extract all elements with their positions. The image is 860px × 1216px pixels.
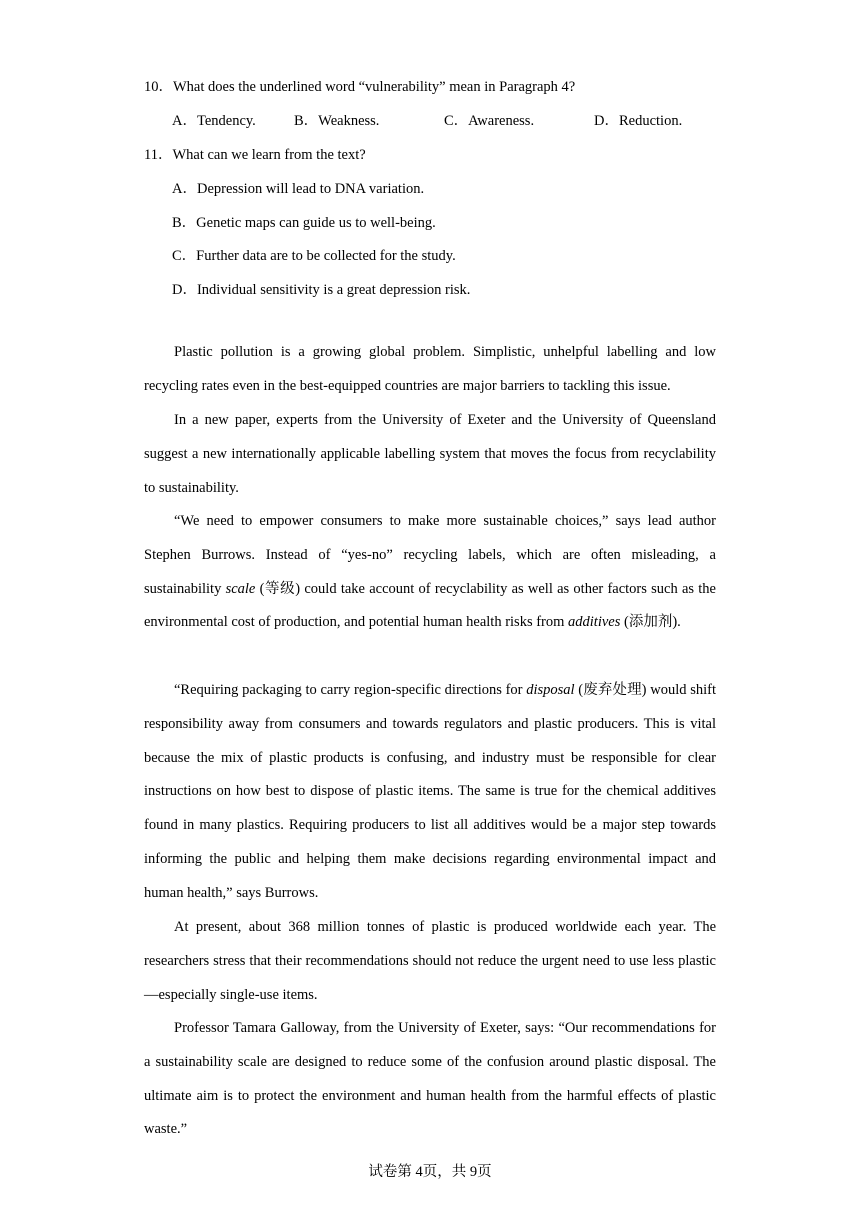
question-11-stem: 11．What can we learn from the text?: [144, 147, 366, 163]
q10-option-a: A．Tendency.: [172, 113, 256, 129]
q11-option-c: C．Further data are to be collected for the study.: [172, 248, 456, 264]
q11-option-a: A．Depression will lead to DNA variation.: [172, 181, 425, 197]
passage-paragraph-3: [144, 505, 716, 640]
q10-option-d: D．Reduction.: [594, 113, 683, 129]
q10-option-b: B．Weakness.: [294, 113, 380, 129]
passage-paragraph-4: [144, 674, 716, 911]
page-footer: 试卷第 4页，共 9页: [368, 1164, 492, 1180]
q11-option-b: B．Genetic maps can guide us to well-being.: [172, 215, 436, 231]
passage-paragraph-1: Plastic pollution is a growing global problem. Simplistic, unhelpful labelling and low recycling rates even in the best-equipped countries are major barriers to tackling this issue.: [144, 344, 716, 394]
p4-text-a: “Requiring packaging to carry region-specific directions for: [174, 682, 527, 698]
p3-text-c: (添加剂).: [620, 614, 681, 631]
term-disposal: disposal: [526, 682, 575, 698]
passage-paragraph-2: In a new paper, experts from the University of Exeter and the University of Queensland suggest a new internationally applicable labelling system that moves the focus from recyclability to sustainability.: [144, 412, 716, 496]
term-scale: scale: [225, 580, 256, 597]
p3-text-a: “We need to empower consumers to make more sustainable choices,” says lead author Stephen Burrows. Instead of “yes-no” recycling labels, which are often misleading, a sustainability: [144, 513, 716, 597]
p3-text-b: (等级) could take account of recyclability as well as other factors such as the environmental cost of production, and potential human health risks from: [144, 580, 716, 631]
passage-paragraph-6: Professor Tamara Galloway, from the University of Exeter, says: “Our recommendations for a sustainability scale are designed to reduce some of the confusion around plastic disposal. The ultimate aim is to protect the environment and human health from the harmful effects of plastic waste.”: [144, 1020, 716, 1138]
passage-paragraph-5: At present, about 368 million tonnes of plastic is produced worldwide each year. The researchers stress that their recommendations should not reduce the urgent need to use less plastic—especially single-use items.: [144, 919, 716, 1003]
term-additives: additives: [568, 614, 621, 631]
q11-option-d: D．Individual sensitivity is a great depression risk.: [172, 282, 471, 298]
q10-option-c: C．Awareness.: [444, 113, 535, 129]
p4-text-b: (废弃处理) would shift responsibility away from consumers and towards regulators and plastic producers. This is vital because the mix of plastic products is confusing, and industry must be responsible for clear instructions on how best to dispose of plastic items. The same is true for the chemical additives found in many plastics. Requiring producers to list all additives would be a major step towards informing the public and helping them make decisions regarding environmental impact and human health,” says Burrows.: [144, 682, 716, 901]
question-10-stem: 10．What does the underlined word “vulnerability” mean in Paragraph 4?: [144, 79, 576, 95]
